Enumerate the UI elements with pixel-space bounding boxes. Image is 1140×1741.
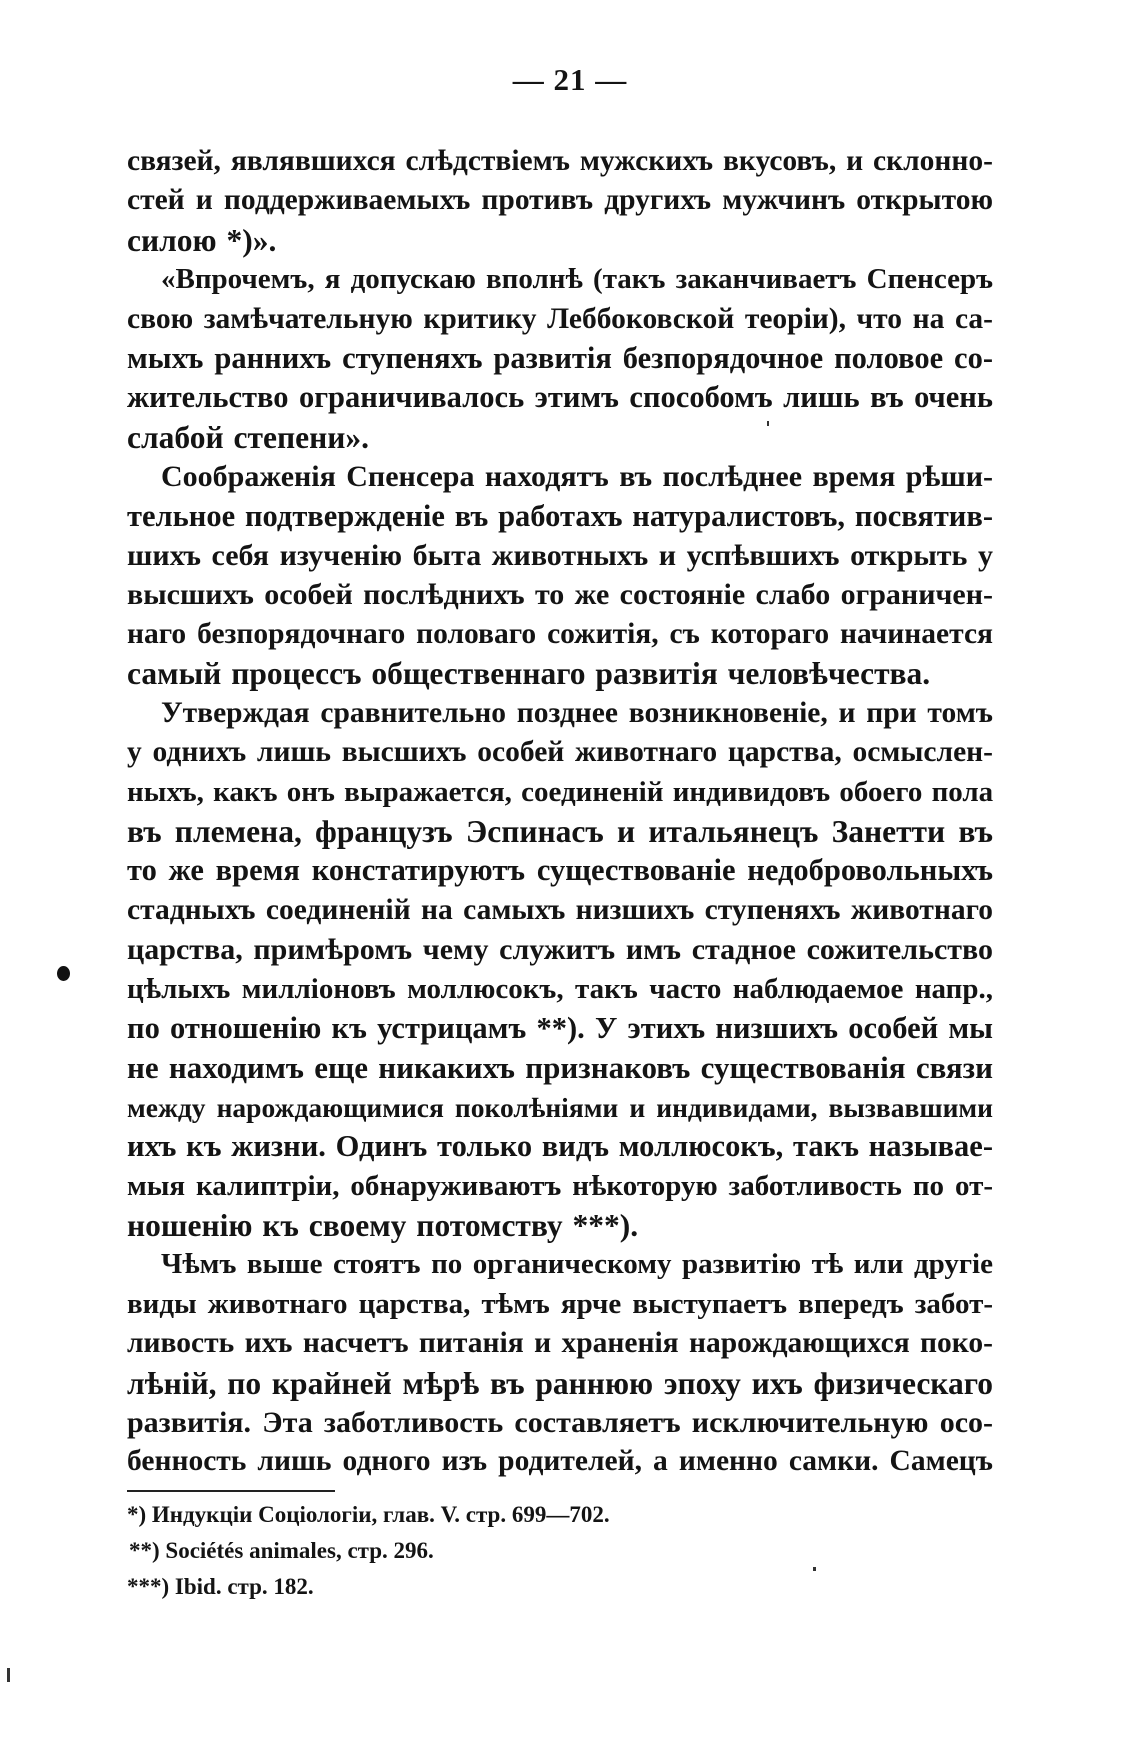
footnotes [127, 1497, 827, 1605]
scan-ink-dot [57, 966, 70, 981]
text-line: самый процессъ общественнаго развитія человѣчества. [127, 656, 931, 692]
text-line: развитія. Эта заботливость составляетъ исключительную осо- [127, 1406, 993, 1439]
text-line: тельное подтвержденіе въ работахъ натуралистовъ, посвятив- [127, 498, 993, 533]
text-line: силою *)». [127, 222, 277, 258]
text-line: виды животнаго царства, тѣмъ ярче выступаетъ впередъ забот- [127, 1287, 993, 1320]
text-line: между нарождающимися поколѣніями и индивидами, вызвавшими [127, 1091, 993, 1123]
text-line: жительство ограничивалось этимъ способомъ лишь въ очень [127, 380, 993, 415]
text-line: цѣлыхъ милліоновъ моллюсокъ, такъ часто наблюдаемое напр., [127, 972, 993, 1005]
text-line: бенность лишь одного изъ родителей, а именно самки. Самецъ [127, 1445, 993, 1478]
text-line: свою замѣчательную критику Леббоковской теоріи), что на са- [127, 302, 993, 335]
text-line: въ племена, французъ Эспинасъ и итальянецъ Занетти въ [127, 813, 993, 849]
text-line: стадныхъ соединеній на самыхъ низшихъ ступеняхъ животнаго [127, 893, 993, 926]
scan-speck [7, 1668, 10, 1682]
page-number: — 21 — [512, 62, 628, 97]
footnote-divider [127, 1490, 335, 1492]
footnote: **) Sociétés animales, стр. 296. [129, 1538, 434, 1563]
text-line: ныхъ, какъ онъ выражается, соединеній индивидовъ обоего пола [127, 775, 994, 808]
text-line: то же время констатируютъ существованіе недобровольныхъ [127, 853, 993, 888]
text-line: ношенію къ своему потомству ***). [127, 1207, 639, 1243]
footnote: *) Индукціи Соціологіи, глав. V. стр. 699—702. [127, 1502, 610, 1527]
scan-speck [813, 1567, 816, 1571]
paragraph [127, 694, 993, 1246]
text-line: ливость ихъ насчетъ питанія и храненія нарождающихся поко- [127, 1327, 993, 1360]
text-line: слабой степени». [127, 419, 370, 455]
scan-speck [767, 421, 769, 426]
text-line: шихъ себя изученію быта животныхъ и успѣвшихъ открыть у [127, 539, 993, 573]
text-line: Утверждая сравнительно позднее возникновеніе, и при томъ [161, 696, 993, 729]
paragraph [127, 142, 993, 260]
text-line: ихъ къ жизни. Одинъ только видъ моллюсокъ, такъ называе- [127, 1129, 993, 1164]
text-line: мыя калиптріи, обнаруживаютъ нѣкоторую заботливость по от- [127, 1169, 993, 1202]
paragraph [127, 1245, 993, 1481]
text-line: стей и поддерживаемыхъ противъ другихъ мужчинъ открытою [127, 184, 993, 217]
text-line: мыхъ раннихъ ступеняхъ развитія безпорядочное половое со- [127, 341, 993, 376]
text-line: у однихъ лишь высшихъ особей животнаго царства, осмыслен- [127, 736, 993, 769]
paragraph [127, 260, 993, 457]
text-line: не находимъ еще никакихъ признаковъ существованія связи [127, 1050, 993, 1086]
footnote: ***) Ibid. стр. 182. [127, 1574, 314, 1599]
paragraph [127, 457, 993, 693]
text-line: Соображенія Спенсера находятъ въ послѣднее время рѣши- [161, 460, 993, 494]
text-line: связей, являвшихся слѣдствіемъ мужскихъ вкусовъ, и склонно- [127, 145, 993, 177]
body-text [127, 142, 993, 1482]
text-line: Чѣмъ выше стоятъ по органическому развитію тѣ или другіе [161, 1248, 993, 1281]
text-line: лѣній, по крайней мѣрѣ въ раннюю эпоху ихъ физическаго [127, 1365, 993, 1401]
text-line: царства, примѣромъ чему служитъ имъ стадное сожительство [127, 933, 993, 967]
text-line: наго безпорядочнаго половаго сожитія, съ котораго начинается [127, 617, 993, 650]
text-line: по отношенію къ устрицамъ **). У этихъ низшихъ особей мы [127, 1010, 993, 1045]
text-line: «Впрочемъ, я допускаю вполнѣ (такъ заканчиваетъ Спенсеръ [161, 263, 993, 296]
text-line: высшихъ особей послѣднихъ то же состояніе слабо ограничен- [127, 578, 993, 612]
